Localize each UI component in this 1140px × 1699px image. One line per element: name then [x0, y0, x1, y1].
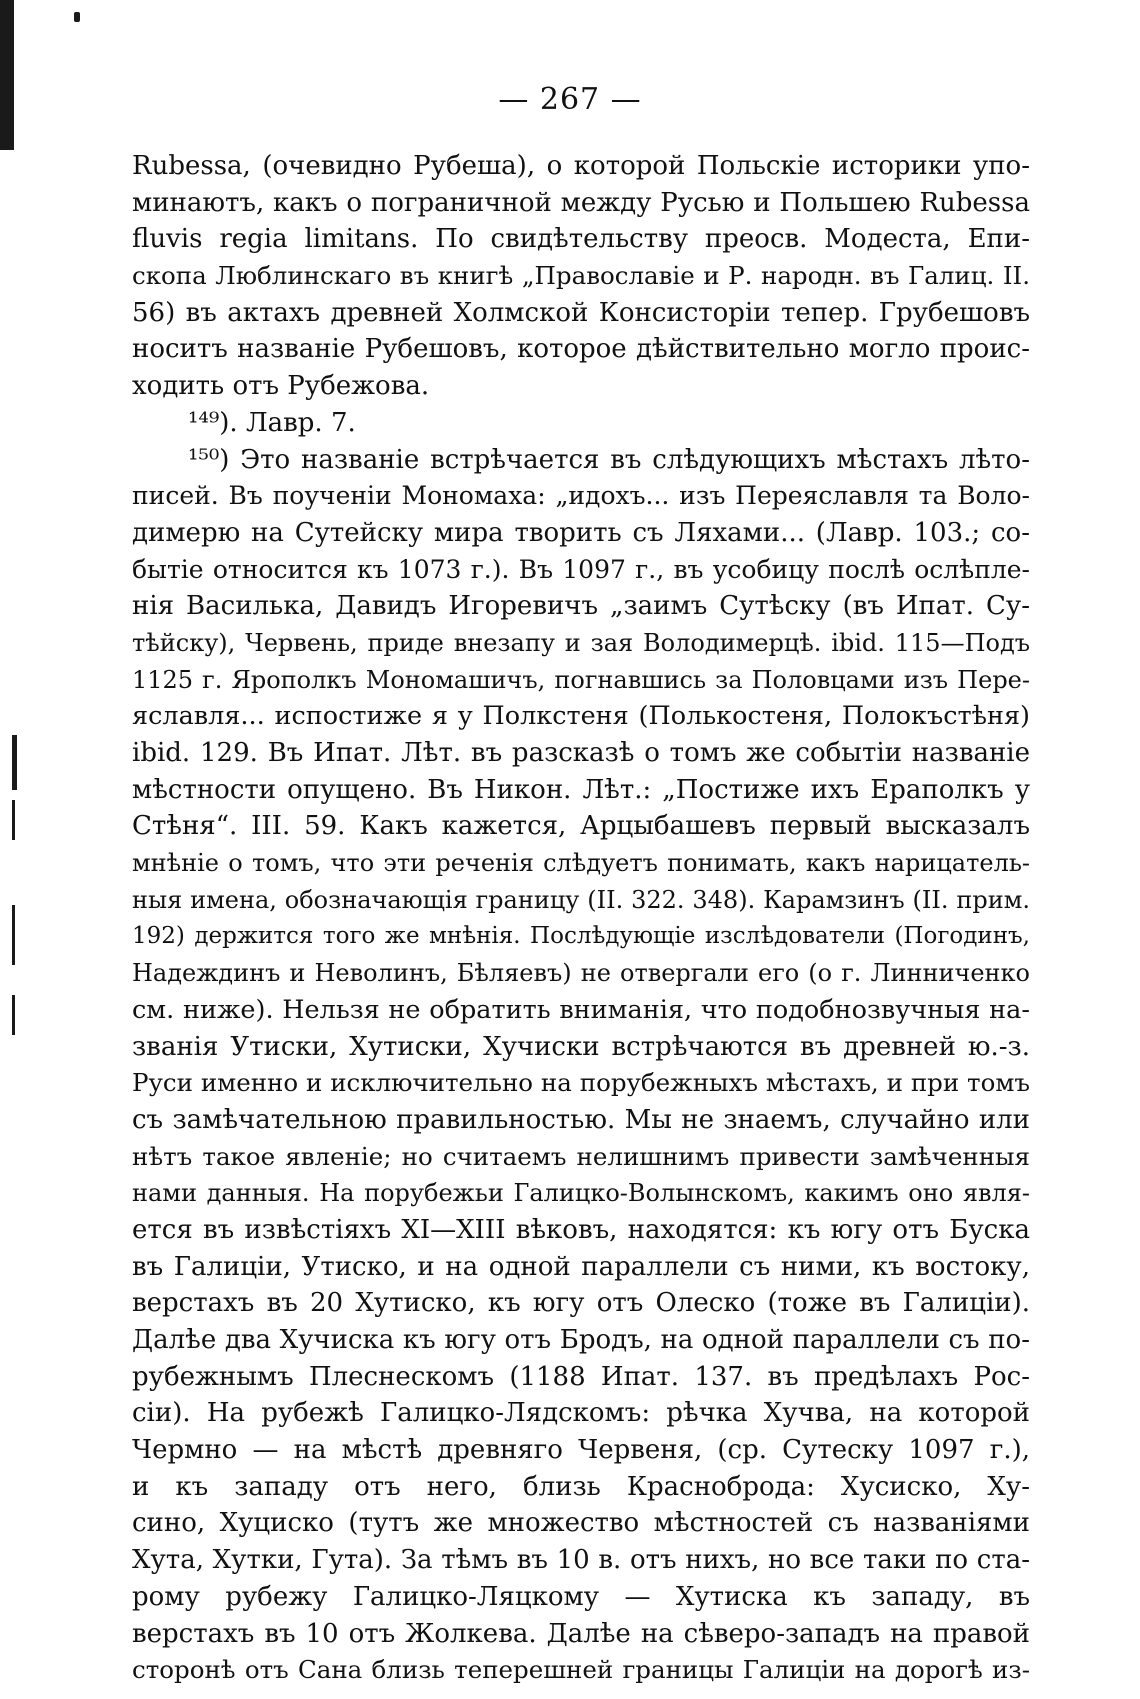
text-line: сторонѣ отъ Сана близь теперешней границы Галиціи на дорогѣ из-	[132, 1655, 1030, 1685]
text-line: скопа Люблинскаго въ книгѣ „Православіе и Р. народн. въ Галиц. II.	[132, 261, 1030, 291]
text-line: верстахъ въ 10 отъ Жолкева. Далѣе на сѣверо-западъ на правой	[132, 1618, 1030, 1649]
text-line: въ Галиціи, Утиско, и на одной параллели съ ними, къ востоку,	[132, 1251, 1030, 1282]
text-line: Руси именно и исключительно на порубежныхъ мѣстахъ, и при томъ	[132, 1068, 1030, 1098]
ink-speck	[74, 12, 80, 22]
text-line: 1125 г. Ярополкъ Мономашичъ, погнавшись за Половцами изъ Пере-	[132, 665, 1030, 694]
text-line: и къ западу отъ него, близь Красноброда: Хусиско, Ху-	[132, 1471, 1030, 1502]
text-line: нія Василька, Давидъ Игоревичъ „заимъ Сутѣску (въ Ипат. Су-	[132, 591, 1030, 622]
text-line: сино, Хуциско (тутъ же множество мѣстностей съ названіями	[132, 1508, 1030, 1539]
footnote-text-block	[132, 148, 1030, 1689]
text-line: димерю на Сутейску мира творить съ Ляхами... (Лавр. 103.; со-	[132, 517, 1030, 548]
text-line: Хута, Хутки, Гута). За тѣмъ въ 10 в. отъ нихъ, но все таки по ста-	[132, 1545, 1030, 1576]
text-line: ibid. 129. Въ Ипат. Лѣт. въ разсказѣ о томъ же событіи названіе	[132, 738, 1030, 768]
text-line: съ замѣчательною правильностью. Мы не знаемъ, случайно или	[132, 1104, 1030, 1135]
text-line: мнѣніе о томъ, что эти реченія слѣдуетъ понимать, какъ нарицатель-	[132, 849, 1030, 878]
text-line: писей. Въ поученіи Мономаха: „идохъ... изъ Переяславля та Воло-	[132, 481, 1030, 511]
margin-mark	[12, 905, 15, 965]
text-line: носитъ названіе Рубешовъ, которое дѣйствительно могло проис-	[132, 334, 1030, 365]
text-line: 56) въ актахъ древней Холмской Консисторіи тепер. Грубешовъ	[132, 297, 1030, 328]
text-line: тѣйску), Червень, приде внезапу и зая Володимерцѣ. ibid. 115—Подъ	[132, 628, 1030, 657]
text-line: званія Утиски, Хутиски, Хучиски встрѣчаются въ древней ю.-з.	[132, 1031, 1030, 1062]
text-line: ¹⁴⁹). Лавр. 7.	[188, 407, 356, 438]
binding-shadow	[0, 0, 14, 150]
text-line: рубежнымъ Плеснескомъ (1188 Ипат. 137. въ предѣлахъ Рос-	[132, 1361, 1030, 1392]
text-line: мѣстности опущено. Въ Никон. Лѣт.: „Постиже ихъ Ераполкъ у	[132, 774, 1030, 805]
text-line: бытіе относится къ 1073 г.). Въ 1097 г., въ усобицу послѣ ослѣпле-	[132, 554, 1030, 584]
text-line: сіи). На рубежѣ Галицко-Лядскомъ: рѣчка Хучва, на которой	[132, 1398, 1030, 1429]
margin-mark	[12, 735, 17, 790]
text-line: верстахъ въ 20 Хутиско, къ югу отъ Олеско (тоже въ Галиціи).	[132, 1288, 1030, 1319]
text-line: Далѣе два Хучиска къ югу отъ Бродъ, на одной параллели съ по-	[132, 1325, 1030, 1355]
text-line: 192) держится того же мнѣнія. Послѣдующіе изслѣдователи (Погодинъ,	[132, 923, 1030, 950]
page-number: — 267 —	[498, 82, 642, 117]
margin-mark	[12, 995, 15, 1035]
text-line: см. ниже). Нельзя не обратить вниманія, что подобнозвучныя на-	[132, 994, 1030, 1025]
text-line: нѣтъ такое явленіе; но считаемъ нелишнимъ привести замѣченныя	[132, 1141, 1030, 1171]
margin-mark	[12, 800, 15, 840]
text-line: минаютъ, какъ о пограничной между Русью и Польшею Rubessa	[132, 187, 1030, 218]
text-line: нами данныя. На порубежьи Галицко-Волынскомъ, какимъ оно явля-	[132, 1179, 1030, 1208]
text-line: ется въ извѣстіяхъ XI—XIII вѣковъ, находятся: къ югу отъ Буска	[132, 1214, 1030, 1245]
text-line: рому рубежу Галицко-Ляцкому — Хутиска къ западу, въ	[132, 1581, 1030, 1612]
text-line: ходить отъ Рубежова.	[132, 371, 430, 402]
text-line: Стѣня“. III. 59. Какъ кажется, Арцыбашевъ первый высказалъ	[132, 811, 1030, 842]
text-line: ¹⁵⁰) Это названіе встрѣчается въ слѣдующихъ мѣстахъ лѣто-	[188, 444, 1030, 475]
text-line: fluvis regia limitans. По свидѣтельству преосв. Модеста, Епи-	[132, 224, 1030, 255]
text-line: ныя имена, обозначающія границу (II. 322. 348). Карамзинъ (II. прим.	[132, 885, 1030, 914]
text-line: яславля... испостиже я у Полкстеня (Полькостеня, Полокъстѣня)	[132, 701, 1030, 732]
text-line: Чермно — на мѣстѣ древняго Червеня, (ср. Сутеску 1097 г.),	[132, 1435, 1030, 1466]
text-line: Надеждинъ и Неволинъ, Бѣляевъ) не отвергали его (о г. Линниченко	[132, 959, 1030, 988]
text-line: Rubessa, (очевидно Рубеша), о которой Польскіе историки упо-	[132, 151, 1030, 181]
